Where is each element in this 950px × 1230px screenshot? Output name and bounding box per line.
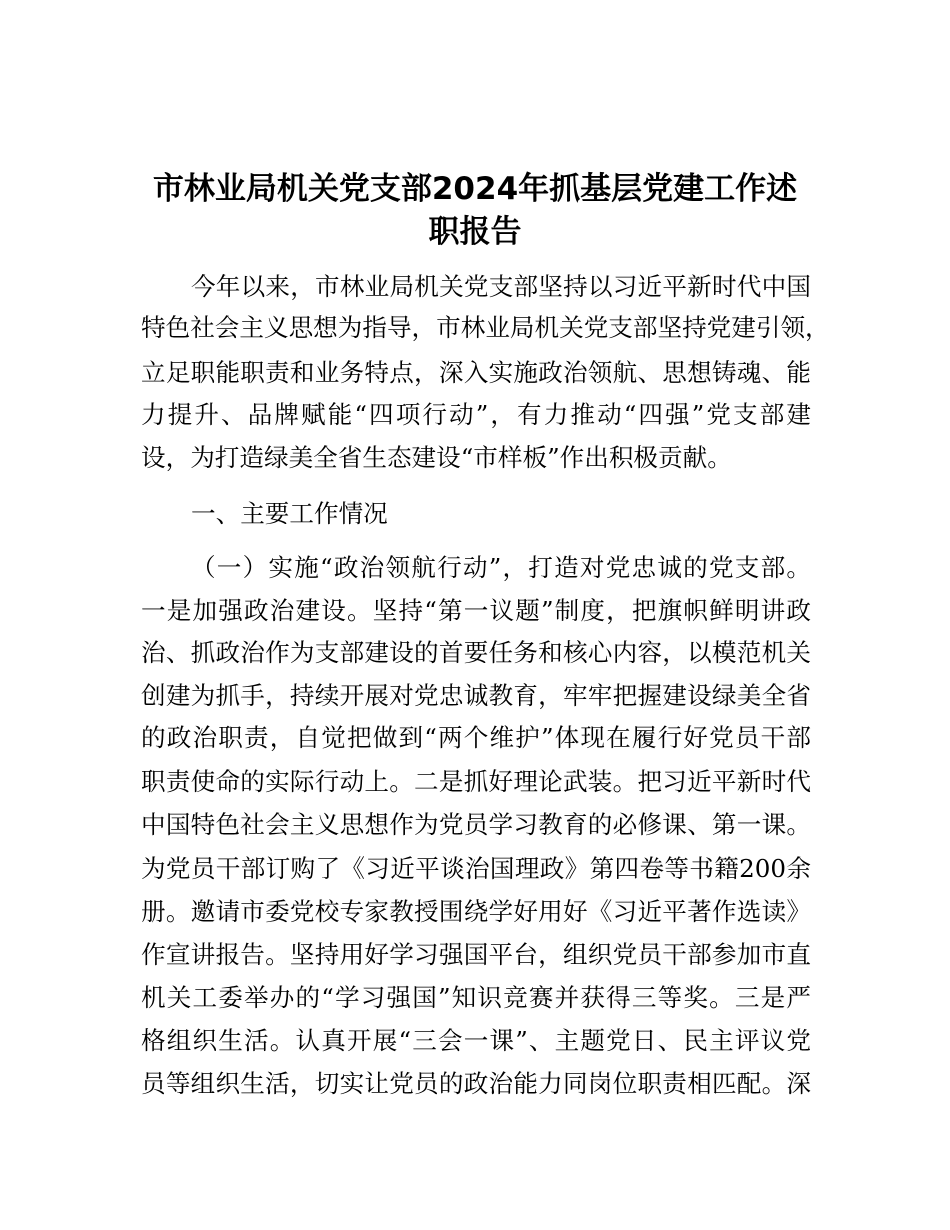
subsection-line: 一是加强政治建设。坚持“第一议题”制度，把旗帜鲜明讲政 — [141, 596, 811, 625]
document-title-line-1: 市林业局机关党支部2024年抓基层党建工作述 — [152, 171, 798, 207]
subsection-line: 治、抓政治作为支部建设的首要任务和核心内容，以模范机关 — [141, 638, 811, 667]
subsection-line: 创建为抓手，持续开展对党忠诚教育，牢牢把握建设绿美全省 — [141, 681, 811, 710]
intro-line: 立足职能职责和业务特点，深入实施政治领航、思想铸魂、能 — [141, 358, 811, 387]
subsection-line: 机关工委举办的“学习强国”知识竞赛并获得三等奖。三是严 — [141, 983, 811, 1012]
subsection-line: 册。邀请市委党校专家教授围绕学好用好《习近平著作选读》 — [141, 897, 811, 926]
subsection-line: 格组织生活。认真开展“三会一课”、主题党日、民主评议党 — [141, 1026, 811, 1055]
intro-line: 力提升、品牌赋能“四项行动”，有力推动“四强”党支部建 — [141, 400, 811, 429]
subsection-line: 中国特色社会主义思想作为党员学习教育的必修课、第一课。 — [141, 810, 811, 839]
subsection-line: 员等组织生活，切实让党员的政治能力同岗位职责相匹配。深 — [141, 1069, 811, 1098]
subsection-line: （一）实施“政治领航行动”，打造对党忠诚的党支部。 — [191, 553, 811, 582]
subsection-line: 为党员干部订购了《习近平谈治国理政》第四卷等书籍200余 — [141, 854, 811, 883]
document-title-line-2: 职报告 — [428, 214, 522, 250]
section-heading: 一、主要工作情况 — [191, 499, 388, 528]
intro-line: 特色社会主义思想为指导，市林业局机关党支部坚持党建引领， — [141, 313, 830, 342]
subsection-line: 作宣讲报告。坚持用好学习强国平台，组织党员干部参加市直 — [141, 940, 811, 969]
subsection-line: 的政治职责，自觉把做到“两个维护”体现在履行好党员干部 — [141, 723, 811, 752]
subsection-line: 职责使命的实际行动上。二是抓好理论武装。把习近平新时代 — [141, 767, 811, 796]
intro-line: 设，为打造绿美全省生态建设“市样板”作出积极贡献。 — [141, 443, 732, 472]
intro-line: 今年以来，市林业局机关党支部坚持以习近平新时代中国 — [191, 272, 811, 301]
